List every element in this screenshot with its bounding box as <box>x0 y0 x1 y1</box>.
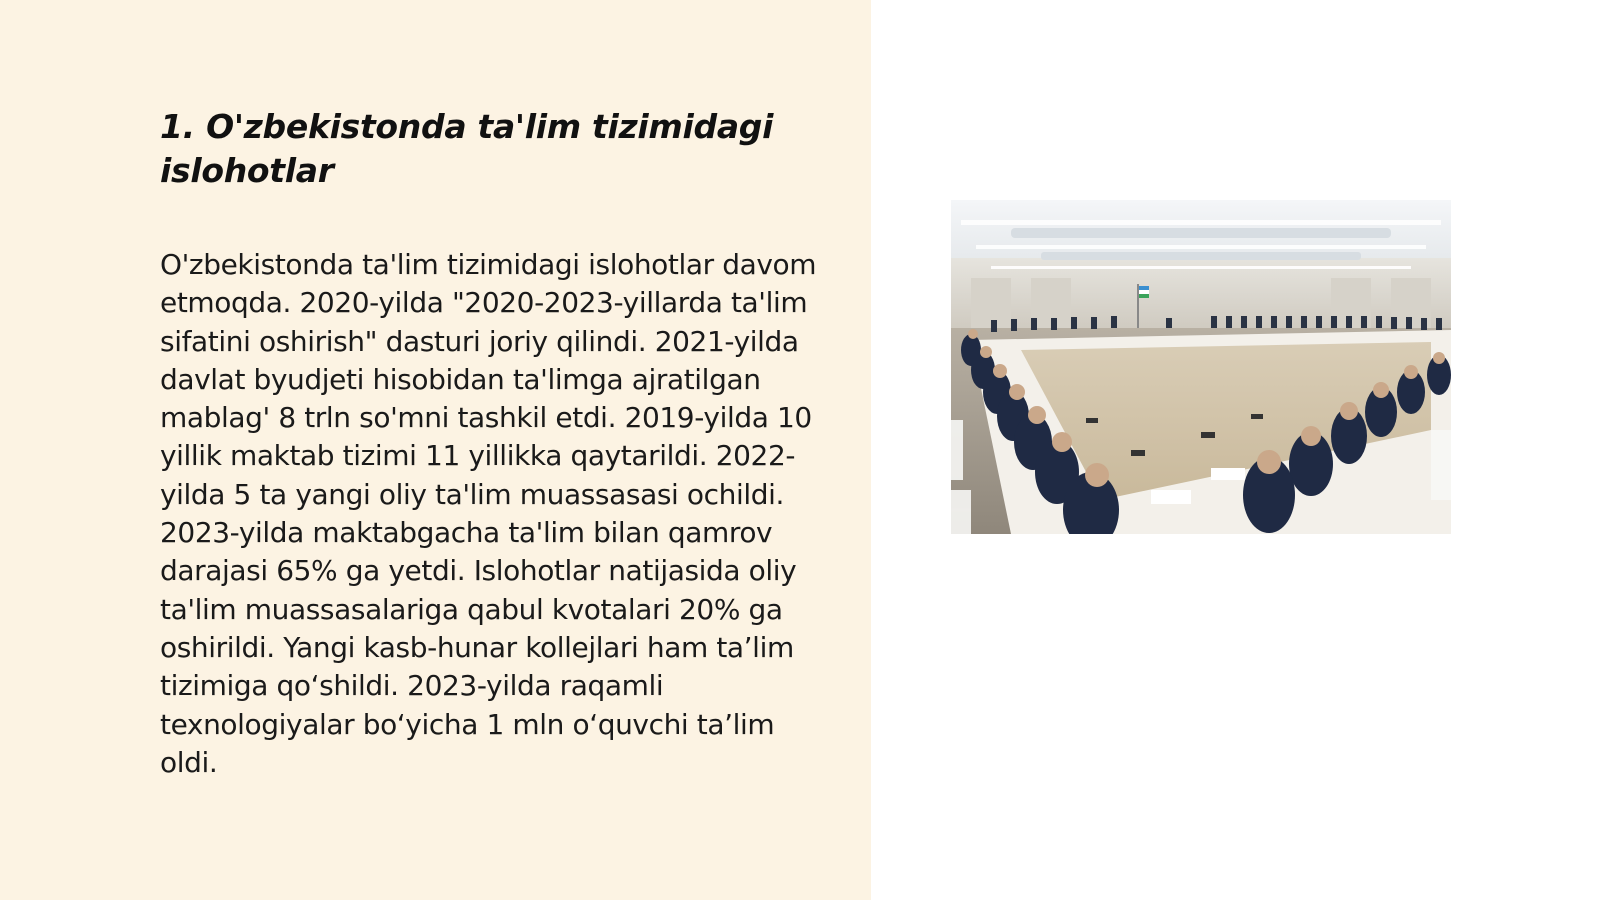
meeting-hall-photo <box>951 200 1451 534</box>
slide-title: 1. O'zbekistonda ta'lim tizimidagi islohotlar <box>160 107 774 190</box>
slide-body-text: O'zbekistonda ta'lim tizimidagi islohotlar davom etmoqda. 2020-yilda "2020-2023-yillarda ta'lim sifatini oshirish" dasturi joriy qilindi. 2021-yilda davlat byudjeti hisobidan ta'limga ajratilgan mablag' 8 trln so'mni tashkil etdi. 2019-yilda 10 yillik maktab tizimi 11 yillikka qaytarildi. 2022-yilda 5 ta yangi oliy ta'lim muassasasi ochildi. 2023-yilda maktabgacha ta'lim bilan qamrov darajasi 65% ga yetdi. Islohotlar natijasida oliy ta'lim muassasalariga qabul kvotalari 20% ga oshirildi. Yangi kasb-hunar kollejlari ham ta’lim tizimiga qo‘shildi. 2023-yilda raqamli texnologiyalar bo‘yicha 1 mln o‘quvchi ta’lim oldi. <box>160 248 817 779</box>
